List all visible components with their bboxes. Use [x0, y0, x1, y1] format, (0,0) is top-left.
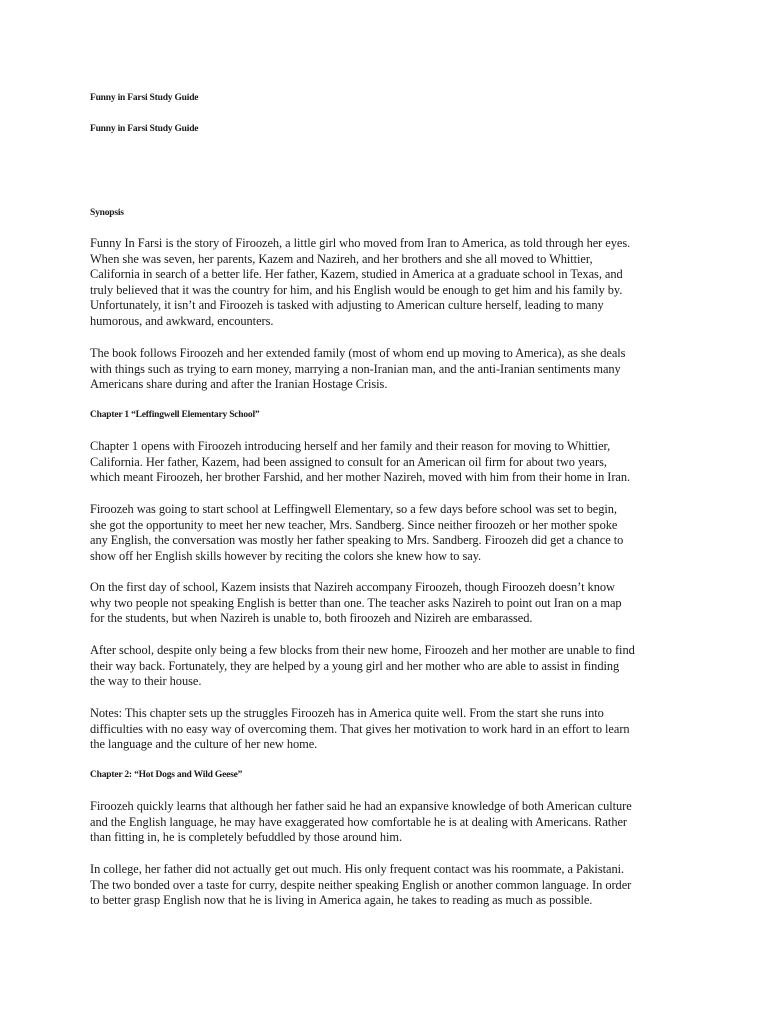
chapter-1-notes: Notes: This chapter sets up the struggles Firoozeh has in America quite well. From the start she runs into difficulties with no easy way of overcoming them. That gives her motivation to work hard in an effort to learn the language and the culture of her new home.: [90, 706, 630, 752]
document-header: Funny in Farsi Study Guide: [90, 93, 199, 103]
document-subheader: Funny in Farsi Study Guide: [90, 124, 199, 134]
chapter-2-paragraph: Firoozeh quickly learns that although her father said he had an expansive knowledge of both American culture and the English language, he may have exaggerated how comfortable he is at dealing with Americans. Rather than fitting in, he is completely befuddled by those around him.: [90, 799, 632, 845]
synopsis-paragraph: Funny In Farsi is the story of Firoozeh, a little girl who moved from Iran to America, as told through her eyes. When she was seven, her parents, Kazem and Nazireh, and her brothers and she all moved to Whittier, California in search of a better life. Her father, Kazem, studied in America at a graduate school in Texas, and truly believed that it was the country for him, and his English would be enough to get him and his family by. Unfortunately, it isn’t and Firoozeh is tasked with adjusting to American culture herself, leading to many humorous, and awkward, encounters.: [90, 236, 631, 328]
chapter-1-paragraph: Chapter 1 opens with Firoozeh introducing herself and her family and their reason for moving to Whittier, California. Her father, Kazem, had been assigned to consult for an American oil firm for about two years, which meant Firoozeh, her brother Farshid, and her mother Nazireh, moved with him from their home in Iran.: [90, 439, 631, 485]
chapter-1-paragraph: After school, despite only being a few blocks from their new home, Firoozeh and her mother are unable to find their way back. Fortunately, they are helped by a young girl and her mother who are able to assist in finding the way to their house.: [90, 643, 635, 689]
chapter-2-heading: Chapter 2: “Hot Dogs and Wild Geese”: [90, 770, 243, 780]
chapter-1-paragraph: Firoozeh was going to start school at Leffingwell Elementary, so a few days before school was set to begin, she got the opportunity to meet her new teacher, Mrs. Sandberg. Since neither firoozeh or her mother spoke any English, the conversation was mostly her father speaking to Mrs. Sandberg. Firoozeh did get a chance to show off her English skills however by reciting the colors she knew how to say.: [90, 502, 624, 563]
chapter-1-heading: Chapter 1 “Leffingwell Elementary School”: [90, 410, 260, 420]
chapter-2-paragraph: In college, her father did not actually get out much. His only frequent contact was his roommate, a Pakistani. The two bonded over a taste for curry, despite neither speaking English or another common language. In order to better grasp English now that he is living in America again, he takes to reading as much as possible.: [90, 862, 632, 908]
synopsis-heading: Synopsis: [90, 208, 124, 218]
synopsis-paragraph: The book follows Firoozeh and her extended family (most of whom end up moving to America), as she deals with things such as trying to earn money, marrying a non-Iranian man, and the anti-Iranian sentiments many Americans share during and after the Iranian Hostage Crisis.: [90, 346, 626, 392]
chapter-1-paragraph: On the first day of school, Kazem insists that Nazireh accompany Firoozeh, though Firoozeh doesn’t know why two people not speaking English is better than one. The teacher asks Nazireh to point out Iran on a map for the students, but when Nazireh is unable to, both firoozeh and Nizireh are embarassed.: [90, 580, 622, 626]
